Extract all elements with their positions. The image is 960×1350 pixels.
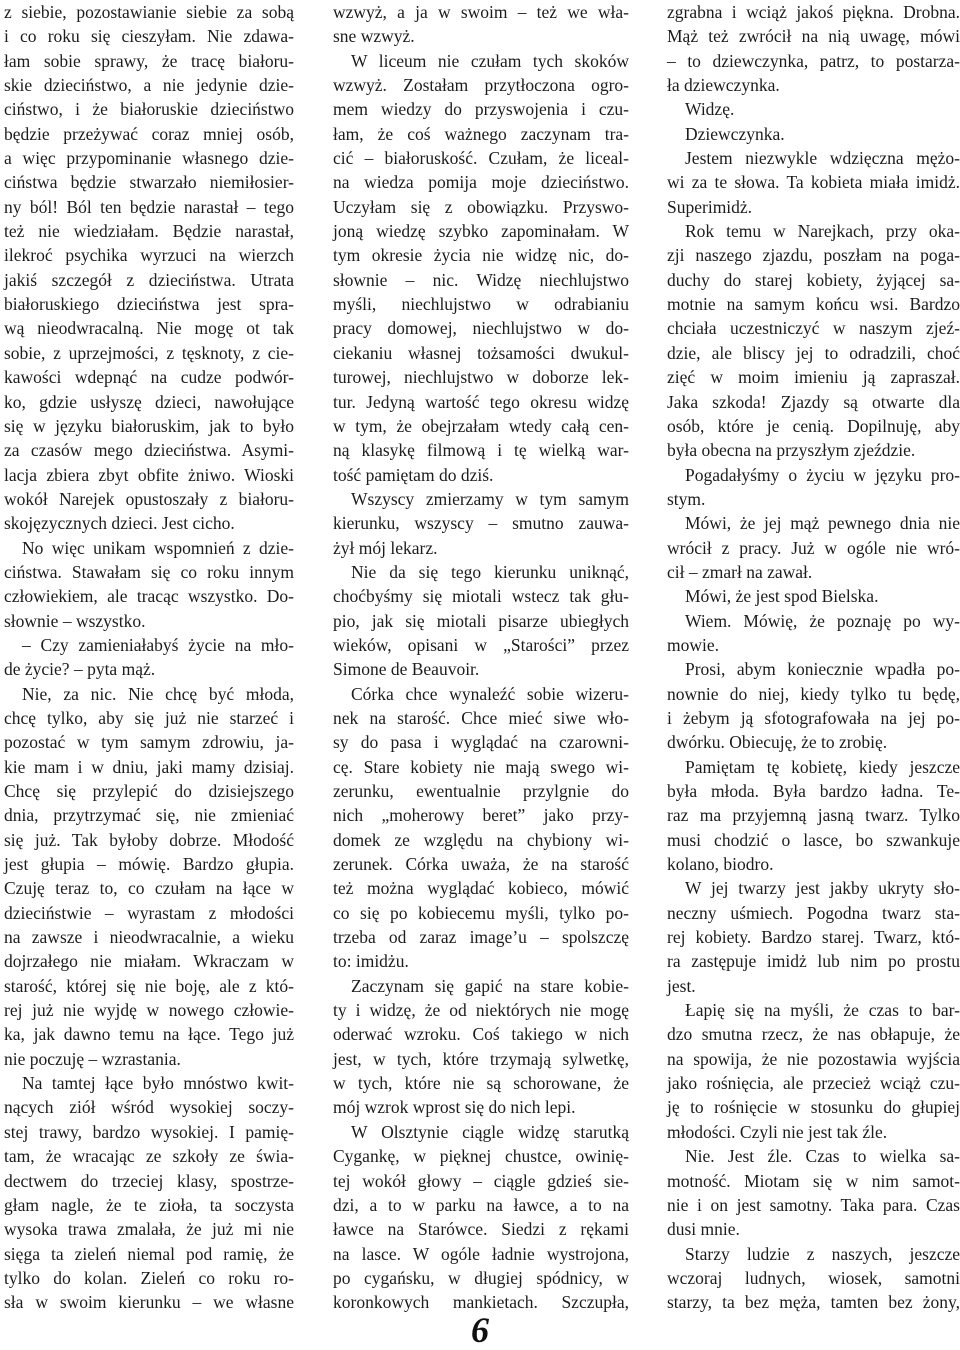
- paragraph: [667, 219, 960, 462]
- text-line: dwórku. Obiecuję, że to zrobię.: [667, 732, 888, 753]
- text-line: sne wzwyż.: [333, 26, 415, 47]
- text-line: pio, jak się miotali pisarze ubiegłych: [333, 610, 629, 631]
- text-line: Na tamtej łące było mnóstwo kwit-: [22, 1073, 294, 1094]
- text-line: na lasce. W ogóle ładnie wystrojona,: [333, 1243, 629, 1264]
- text-line: mój wzrok wprost się do nich lepi.: [333, 1097, 576, 1118]
- paragraph: [667, 998, 960, 1144]
- text-line: wrócił z pracy. Już w ogóle nie wró-: [667, 537, 960, 558]
- text-line: Nie. Jest źle. Czas to wielka sa-: [685, 1146, 960, 1167]
- text-line: starość, której się nie boję, ale z któ-: [4, 975, 294, 996]
- text-line: sła w swoim kierunku – we własne: [4, 1292, 294, 1313]
- text-line: wą nieodwracalną. Nie mogę ot tak: [4, 318, 294, 339]
- text-line: dectwem do trzeciej klasy, spostrze-: [4, 1170, 294, 1191]
- text-column-1: [4, 0, 294, 1315]
- text-line: dzo smutna rzecz, że nas obłapuje, że: [667, 1024, 960, 1045]
- text-line: de życie? – pyta mąż.: [4, 659, 156, 680]
- paragraph: [667, 463, 960, 512]
- text-line: – Czy zamieniałabyś życie na mło-: [22, 634, 294, 655]
- text-line: skojęzycznych dzieci. Jest cicho.: [4, 513, 235, 534]
- text-line: ra zastępuje imidż lub nim po prostu: [667, 951, 960, 972]
- text-line: wieków, opisani w „Starości” przez: [333, 634, 629, 655]
- text-line: ilekroć psychika wyrzuci na wierzch: [4, 245, 294, 266]
- text-column-3: [667, 0, 960, 1315]
- text-line: ciekaniu własnej tożsamości dwukul-: [333, 342, 629, 363]
- text-line: domek ze względu na chybiony wi-: [333, 829, 629, 850]
- text-line: na spowija, że nie pozostawia wyjścia: [667, 1048, 960, 1069]
- text-line: ławce na Starówce. Siedzi z rękami: [333, 1219, 629, 1240]
- text-line: Mówi, że jej mąż pewnego dnia nie: [685, 513, 960, 534]
- paragraph: [333, 682, 629, 974]
- text-line: rej już nie wyjdę w nowego człowie-: [4, 1000, 294, 1021]
- text-line: nek na starość. Chce mieć siwe wło-: [333, 707, 629, 728]
- text-line: mowie.: [667, 634, 720, 655]
- text-line: to: imidżu.: [333, 951, 409, 972]
- text-line: zięć w moim imieniu ją zapraszał.: [667, 367, 960, 388]
- text-line: dzie, ale bliscy jej to odradzili, choć: [667, 342, 960, 363]
- paragraph: [4, 1071, 294, 1314]
- text-line: Mówi, że jest spod Bielska.: [685, 586, 879, 607]
- text-line: białoruskiego dzieciństwa jest spra-: [4, 294, 294, 315]
- text-line: człowiekiem, ale tracąc wszystko. Do-: [4, 586, 294, 607]
- text-line: Pamiętam tę kobietę, kiedy jeszcze: [685, 756, 960, 777]
- paragraph: [333, 0, 629, 49]
- text-line: Superimidż.: [667, 196, 753, 217]
- text-line: trzeba od zaraz image’u – spolszczę: [333, 927, 629, 948]
- paragraph: [667, 146, 960, 219]
- text-line: Pogadałyśmy o życiu w języku pro-: [685, 464, 960, 485]
- paragraph: [667, 1242, 960, 1315]
- text-line: motnie na samym końcu wsi. Bardzo: [667, 294, 960, 315]
- paragraph: [333, 49, 629, 487]
- text-line: osób, które je cenią. Dopilnuję, aby: [667, 415, 960, 436]
- text-line: kierunku, wszyscy – smutno zauwa-: [333, 513, 629, 534]
- text-line: sobie, z uprzejmości, z tęsknoty, z cie-: [4, 342, 294, 363]
- text-line: Łapię się na myśli, że czas to bar-: [685, 1000, 960, 1021]
- text-line: Jaka szkoda! Zjazdy są otwarte dla: [667, 391, 960, 412]
- text-line: No więc unikam wspomnień z dzie-: [22, 537, 294, 558]
- text-line: – to dziewczynka, patrz, to postarza-: [667, 50, 960, 71]
- text-line: Rok temu w Narejkach, przy oka-: [685, 221, 960, 242]
- text-line: ję to rośnięcie w stosunku do głupiej: [667, 1097, 960, 1118]
- text-line: była obecna na przyszłym zjeździe.: [667, 440, 916, 461]
- paragraph: [667, 584, 960, 608]
- text-line: tym okresie życia nie widzę nic, do-: [333, 245, 629, 266]
- text-line: dusi mnie.: [667, 1219, 740, 1240]
- paragraph: [667, 657, 960, 754]
- text-line: w tych, które nie są schorowane, że: [333, 1073, 629, 1094]
- paragraph: [667, 755, 960, 877]
- text-line: stej trawy, bardzo wysokiej. I pamię-: [4, 1121, 294, 1142]
- text-line: tur. Jedyną wartość tego okresu widzę: [333, 391, 629, 412]
- text-line: za czasów mego dzieciństwa. Asymi-: [4, 440, 294, 461]
- text-line: W Olsztynie ciągle widzę starutką: [351, 1121, 629, 1142]
- text-line: skie dzieciństwo, a nie jedynie dzie-: [4, 75, 294, 96]
- text-line: pozostać w tym samym zdrowiu, ja-: [4, 732, 294, 753]
- text-line: łam sobie sprawy, że tracę białoru-: [4, 50, 294, 71]
- text-line: zji naszego zjazdu, poszłam na poga-: [667, 245, 960, 266]
- text-line: Dziewczynka.: [685, 123, 785, 144]
- text-line: była młoda. Była bardzo ładna. Te-: [667, 781, 960, 801]
- paragraph: [667, 609, 960, 658]
- paragraph: [667, 1144, 960, 1241]
- text-line: nie poczuję – wzrastania.: [4, 1048, 181, 1069]
- text-line: zgrabna i wciąż jakoś piękna. Drobna.: [667, 2, 960, 22]
- text-line: ciństwa. Stawałam się co roku innym: [4, 561, 294, 582]
- text-line: chcę tylko, aby się już nie starzeć i: [4, 707, 294, 728]
- text-line: Uczyłam się z obowiązku. Przyswo-: [333, 196, 629, 217]
- text-line: ny ból! Ból ten będzie narastał – tego: [4, 196, 294, 217]
- text-line: starzy, ta bez męża, tamten bez żony,: [667, 1292, 960, 1313]
- text-line: po cygańsku, w długiej spódnicy, w: [333, 1267, 629, 1288]
- text-line: ła dziewczynka.: [667, 75, 780, 96]
- text-line: musi chodzić o lasce, bo szwankuje: [667, 829, 960, 850]
- text-line: neczny uśmiech. Pogodna twarz sta-: [667, 902, 960, 923]
- text-column-2: [333, 0, 629, 1315]
- paragraph: [333, 1120, 629, 1315]
- text-line: na zawsze i nieodwracalnie, a wieku: [4, 927, 294, 948]
- text-line: w tym, że obejrzałam wtedy całą cen-: [333, 415, 629, 436]
- text-line: Czuję teraz to, co czułam na łące w: [4, 878, 294, 899]
- text-line: stym.: [667, 488, 706, 509]
- text-line: Jestem niezwykle wdzięczna mężo-: [685, 148, 960, 169]
- text-line: jako rośnięcia, ale przecież wciąż czu-: [667, 1073, 960, 1094]
- text-line: raz ma przyjemną jasną twarz. Tylko: [667, 805, 960, 826]
- text-line: nownie do niej, kiedy tylko tu będę,: [667, 683, 960, 704]
- text-line: dzieciństwie – wyrastam z młodości: [4, 902, 294, 923]
- text-line: chciała uczestniczyć w naszym zjeź-: [667, 318, 960, 339]
- text-line: Córka chce wynaleźć sobie wizeru-: [351, 683, 629, 704]
- text-line: myśli, niechlujstwo w odrabianiu: [333, 294, 629, 315]
- text-line: też można wyglądać kobieco, mówić: [333, 878, 629, 899]
- text-line: sięga ta zieleń niemal pod ramię, że: [4, 1243, 294, 1264]
- paragraph: [4, 0, 294, 536]
- page-number: 6: [471, 1310, 489, 1350]
- text-line: jakiś szczegół z dzieciństwa. Utrata: [4, 269, 294, 290]
- paragraph: [333, 560, 629, 682]
- text-line: się już. Tak byłoby dobrze. Młodość: [4, 829, 294, 850]
- text-line: wzwyż. Zostałam przytłoczona ogro-: [333, 75, 629, 96]
- text-line: wczoraj ludnych, wiosek, samotni: [667, 1267, 960, 1288]
- text-line: Chcę się przylepić do dzisiejszego: [4, 781, 294, 801]
- text-line: wzwyż, a ja w swoim – też we wła-: [333, 2, 629, 22]
- text-line: kawości wdepnąć na cudze podwór-: [4, 367, 294, 388]
- text-line: słownie – wszystko.: [4, 610, 146, 631]
- text-line: zerunku, ewentualnie przylgnie do: [333, 781, 629, 801]
- text-line: tam, że wracając ze szkoły ze świa-: [4, 1146, 294, 1167]
- text-line: jest.: [667, 975, 696, 996]
- text-line: i żebym ją sfotografowała na jej po-: [667, 707, 960, 728]
- text-line: joną wiedzę szybko zapominałam. W: [333, 221, 629, 242]
- text-line: jest głupia – mówię. Bardzo głupia.: [4, 854, 294, 875]
- text-line: ka, jak dawno temu na łące. Tego już: [4, 1024, 294, 1045]
- text-line: ciństwo, i że białoruskie dzieciństwo: [4, 99, 294, 120]
- text-line: Simone de Beauvoir.: [333, 659, 480, 680]
- paragraph: [333, 974, 629, 1120]
- text-line: wi za te słowa. Ta kobieta miała imidż.: [667, 172, 960, 193]
- text-line: tylko do kolan. Zieleń co roku ro-: [4, 1267, 294, 1288]
- text-line: cę. Stare kobiety nie mają swego wi-: [333, 756, 629, 777]
- text-line: na wiedza pomija moje dzieciństwo.: [333, 172, 629, 193]
- text-line: nie i on jest samotny. Taka para. Czas: [667, 1194, 960, 1215]
- text-line: Nie da się tego kierunku uniknąć,: [351, 561, 629, 582]
- text-line: kie mam i w dniu, jaki mamy dzisiaj.: [4, 756, 294, 777]
- text-line: ną klasykę filmową i tę wielką war-: [333, 440, 629, 461]
- text-line: Wiem. Mówię, że poznaję po wy-: [685, 610, 960, 631]
- text-line: Zaczynam się gapić na stare kobie-: [351, 975, 629, 996]
- text-line: Wszyscy zmierzamy w tym samym: [351, 488, 629, 509]
- text-line: ty i widzę, że od niektórych nie mogę: [333, 1000, 629, 1021]
- text-line: W jej twarzy jest jakby ukryty sło-: [685, 878, 960, 899]
- text-line: głam nagle, że te zioła, ta soczysta: [4, 1194, 294, 1215]
- text-line: duchy do starej kobiety, żyjącej sa-: [667, 269, 960, 290]
- text-line: Widzę.: [685, 99, 735, 120]
- text-line: Mąż też zwrócił na nią uwagę, mówi: [667, 26, 960, 47]
- text-line: się w języku białoruskim, jak to było: [4, 415, 294, 436]
- text-line: też nie wiedziałam. Będzie narastał,: [4, 221, 294, 242]
- text-line: Prosi, abym koniecznie wpadła po-: [685, 659, 960, 680]
- text-line: motność. Miotam się w nim samot-: [667, 1170, 960, 1191]
- text-line: Cygankę, w pięknej chustce, owinię-: [333, 1146, 629, 1167]
- text-line: łam, że coś ważnego zaczynam tra-: [333, 123, 629, 144]
- text-line: koronkowych mankietach. Szczupła,: [333, 1292, 629, 1313]
- text-line: młodości. Czyli nie jest tak źle.: [667, 1121, 888, 1142]
- text-line: zerunek. Córka uważa, że na starość: [333, 854, 629, 875]
- text-line: ko, gdzie usłyszę dzieci, nawołujące: [4, 391, 294, 412]
- text-line: mem wiedzy do przyswojenia i czu-: [333, 99, 629, 120]
- paragraph: [667, 876, 960, 998]
- text-line: dojrzałego nie miałam. Wkraczam w: [4, 951, 294, 972]
- text-line: Nie, za nic. Nie chcę być młoda,: [22, 683, 294, 704]
- text-line: choćbyśmy się miotali wstecz tak głu-: [333, 586, 629, 607]
- text-line: tość pamiętam do dziś.: [333, 464, 494, 485]
- paragraph: [333, 487, 629, 560]
- text-line: dzi, a to w parku na ławce, a to na: [333, 1194, 629, 1215]
- text-line: tej wokół głowy – ciągle gdzieś sie-: [333, 1170, 629, 1191]
- text-line: lacja zbiera zbyt obfite żniwo. Wioski: [4, 464, 294, 485]
- text-line: cił – zmarł na zawał.: [667, 561, 813, 582]
- paragraph: [4, 682, 294, 1072]
- paragraph: [667, 511, 960, 584]
- text-line: cić – białoruskość. Czułam, że liceal-: [333, 148, 629, 169]
- text-line: rej kobiety. Bardzo starej. Twarz, któ-: [667, 927, 960, 948]
- text-line: co się po kobiecemu myśli, tylko po-: [333, 902, 629, 923]
- paragraph: [667, 97, 960, 121]
- text-line: dnia, przytrzymać się, nie zmieniać: [4, 805, 294, 826]
- text-line: nących ziół wśród wysokiej soczy-: [4, 1097, 294, 1118]
- text-line: kolano, biodro.: [667, 854, 774, 875]
- text-line: turowej, niechlujstwo w doborze lek-: [333, 367, 629, 388]
- text-line: żył mój lekarz.: [333, 537, 438, 558]
- text-line: słownie – nic. Widzę niechlujstwo: [333, 269, 629, 290]
- text-line: i co roku się cieszyłam. Nie zdawa-: [4, 26, 294, 47]
- text-line: jest, w tych, które trzymają sylwetkę,: [333, 1048, 629, 1069]
- text-line: Starzy ludzie z naszych, jeszcze: [685, 1243, 960, 1264]
- text-line: W liceum nie czułam tych skoków: [351, 50, 629, 71]
- text-line: a więc przypominanie własnego dzie-: [4, 148, 294, 169]
- paragraph: [4, 633, 294, 682]
- text-line: wokół Narejek opustoszały z białoru-: [4, 488, 294, 509]
- paragraph: [667, 122, 960, 146]
- paragraph: [667, 0, 960, 97]
- paragraph: [4, 536, 294, 633]
- text-line: wysoka trawa zmalała, że już mi nie: [4, 1219, 294, 1240]
- text-line: będzie przeżywać coraz mniej osób,: [4, 123, 294, 144]
- text-line: nich „moherowy beret” jako przy-: [333, 805, 629, 826]
- text-line: pracy domowej, niechlujstwo w do-: [333, 318, 629, 339]
- text-line: oderwać wzroku. Coś takiego w nich: [333, 1024, 629, 1045]
- text-line: sy do pasa i wyglądać na czarowni-: [333, 732, 629, 753]
- text-line: z siebie, pozostawianie siebie za sobą: [4, 2, 294, 22]
- text-line: ciństwa będzie stwarzało niemiłosier-: [4, 172, 294, 193]
